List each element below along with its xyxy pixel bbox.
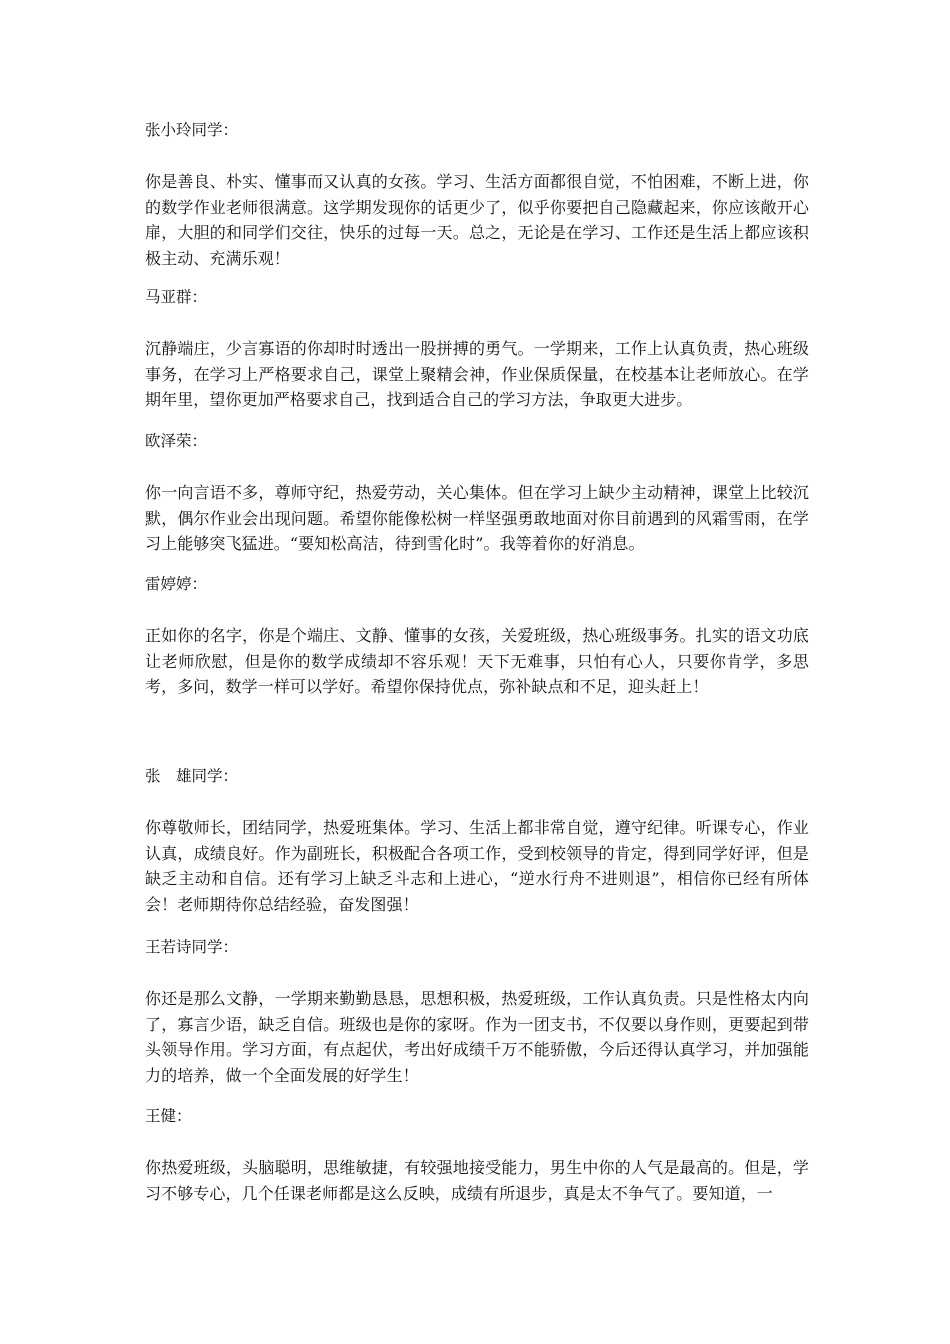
teacher-comment: 正如你的名字，你是个端庄、文静、懂事的女孩，关爱班级，热心班级事务。扎实的语文功底让老师欣慰，但是你的数学成绩却不容乐观！天下无难事，只怕有心人，只要你肯学，多思考，多问，数学一样可以学好。希望你保持优点，弥补缺点和不足，迎头赶上！	[145, 626, 809, 696]
student-entry	[145, 764, 809, 917]
student-name: 欧泽荣：	[145, 432, 208, 450]
teacher-comment: 你尊敬师长，团结同学，热爱班集体。学习、生活上都非常自觉，遵守纪律。听课专心，作业认真，成绩良好。作为副班长，积极配合各项工作，受到校领导的肯定，得到同学好评，但是缺乏主动和自信。还有学习上缺乏斗志和上进心，“逆水行舟不进则退”，相信你已经有所体会！老师期待你总结经验，奋发图强！	[145, 818, 809, 914]
student-name: 王若诗同学：	[145, 938, 239, 956]
student-entry	[145, 118, 809, 271]
student-entry	[145, 572, 809, 700]
student-entry	[145, 429, 809, 557]
teacher-comment: 你热爱班级，头脑聪明，思维敏捷，有较强地接受能力，男生中你的人气是最高的。但是，学习不够专心，几个任课老师都是这么反映，成绩有所退步，真是太不争气了。要知道，一	[145, 1158, 809, 1203]
teacher-comment: 你还是那么文静，一学期来勤勤恳恳，思想积极，热爱班级，工作认真负责。只是性格太内向了，寡言少语，缺乏自信。班级也是你的家呀。作为一团支书，不仅要以身作则，更要起到带头领导作用。学习方面，有点起伏，考出好成绩千万不能骄傲，今后还得认真学习，并加强能力的培养，做一个全面发展的好学生！	[145, 989, 809, 1085]
student-name: 雷婷婷：	[145, 575, 208, 593]
teacher-comment: 沉静端庄，少言寡语的你却时时透出一股拼搏的勇气。一学期来，工作上认真负责，热心班级事务，在学习上严格要求自己，课堂上聚精会神，作业保质保量，在校基本让老师放心。在学期年里，望你更加严格要求自己，找到适合自己的学习方法，争取更大进步。	[145, 339, 809, 409]
teacher-comment: 你一向言语不多，尊师守纪，热爱劳动，关心集体。但在学习上缺少主动精神，课堂上比较沉默，偶尔作业会出现问题。希望你能像松树一样坚强勇敢地面对你目前遇到的风霜雪雨，在学习上能够突飞猛进。“要知松高洁，待到雪化时”。我等着你的好消息。	[145, 483, 809, 553]
student-entry	[145, 935, 809, 1088]
student-entry	[145, 1104, 809, 1206]
teacher-comment: 你是善良、朴实、懂事而又认真的女孩。学习、生活方面都很自觉，不怕困难，不断上进，你的数学作业老师很满意。这学期发现你的话更少了，似乎你要把自己隐藏起来，你应该敞开心扉，大胆的和同学们交往，快乐的过每一天。总之，无论是在学习、工作还是生活上都应该积极主动、充满乐观！	[145, 172, 809, 268]
student-name: 张小玲同学：	[145, 121, 239, 139]
student-entry	[145, 285, 809, 413]
student-name: 马亚群：	[145, 288, 208, 306]
student-name: 张 雄同学：	[145, 767, 239, 785]
student-name: 王健：	[145, 1107, 192, 1125]
